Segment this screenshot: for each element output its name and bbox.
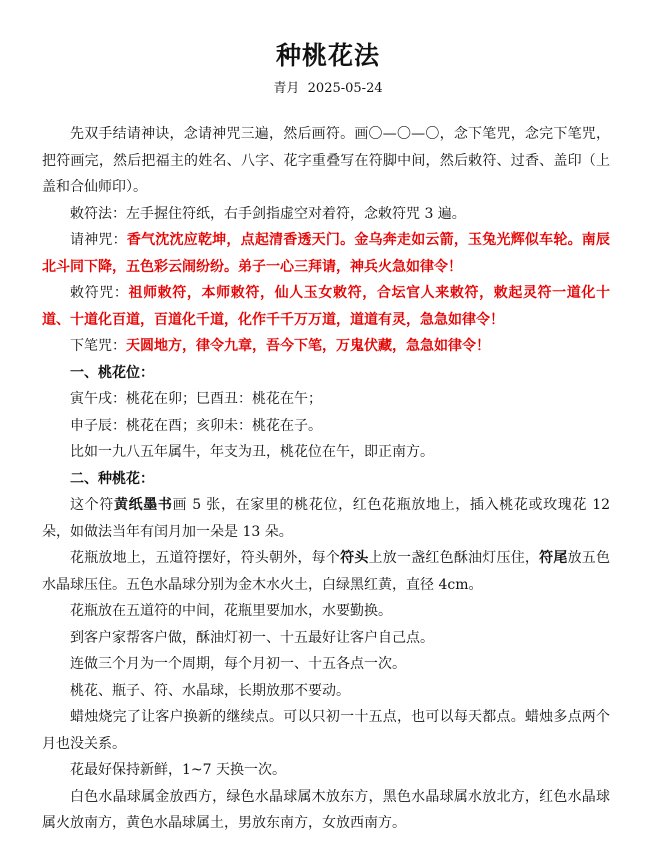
mantra-label: 请神咒： bbox=[70, 232, 127, 248]
text-run: 这个符 bbox=[70, 497, 114, 513]
paragraph-client-home: 到客户家帮客户做，酥油灯初一、十五最好让客户自己点。 bbox=[70, 629, 434, 646]
paragraph-position-2: 申子辰：桃花在酉；亥卯未：桃花在子。 bbox=[70, 417, 322, 434]
text-run: 上放一盏红色酥油灯压住， bbox=[368, 550, 540, 566]
paragraph-vase-water: 花瓶放在五道符的中间，花瓶里要加水，水要勤换。 bbox=[70, 603, 392, 619]
paragraph-chi-fu-mantra bbox=[42, 280, 610, 333]
paragraph-vase-arrangement bbox=[42, 545, 610, 598]
paragraph-fresh-flowers: 花最好保持新鲜，1~7 天换一次。 bbox=[70, 762, 286, 778]
section-heading-plant-peach: 二、种桃花： bbox=[70, 470, 154, 487]
text-run: 花瓶放地上，五道符摆好，符头朝外，每个 bbox=[70, 550, 341, 566]
paragraph-intro: 先双手结请神诀，念请神咒三遍，然后画符。画〇—〇—〇，念下笔咒，念完下笔咒，把符画完，然后把福主的姓名、八字、花字重叠写在符脚中间，然后敕符、过香、盖印（上盖和合仙师印）。 bbox=[42, 126, 610, 195]
paragraph-brush-mantra bbox=[42, 333, 610, 360]
paragraph-invocation-mantra bbox=[42, 227, 610, 280]
bold-run: 符尾 bbox=[539, 550, 568, 566]
paragraph-position-example: 比如一九八五年属牛，年支为丑，桃花位在午，即正南方。 bbox=[70, 444, 434, 460]
bold-run: 符头 bbox=[340, 550, 369, 566]
document-body bbox=[42, 121, 610, 837]
section-heading-peach-position: 一、桃花位： bbox=[70, 364, 154, 381]
mantra-label: 下笔咒： bbox=[70, 338, 126, 354]
mantra-text: 天圆地方，律令九章，吾今下笔，万鬼伏藏，急急如律令！ bbox=[126, 338, 490, 354]
mantra-label: 敕符咒： bbox=[70, 285, 129, 301]
mantra-text: 香气沈沈应乾坤，点起清香透天门。金乌奔走如云箭，玉兔光辉似车轮。南辰北斗同下降，五色彩云闹纷纷。弟子一心三拜请，神兵火急如律令！ bbox=[42, 232, 611, 275]
paragraph-chi-fu-method: 敕符法：左手握住符纸，右手剑指虚空对着符，念敕符咒 3 遍。 bbox=[70, 205, 466, 222]
paragraph-talisman-setup bbox=[42, 492, 610, 545]
text-run: 画 5 张，在家里的桃花位，红色花瓶放地上，插入桃花或玫瑰花 12 朵，如做法当年有闰月加一朵是 13 朵。 bbox=[42, 497, 611, 540]
paragraph-keep-still: 桃花、瓶子、符、水晶球，长期放那不要动。 bbox=[70, 682, 350, 699]
document-meta bbox=[0, 80, 656, 98]
mantra-text: 祖师敕符，本师敕符，仙人玉女敕符，合坛官人来敕符，敕起灵符一道化十道、十道化百道，百道化千道，化作千千万万道，道道有灵，急急如律令！ bbox=[42, 285, 611, 328]
bold-run: 黄纸墨书 bbox=[113, 497, 173, 513]
publish-date: 2025-05-24 bbox=[307, 81, 383, 96]
paragraph-cycle: 连做三个月为一个周期，每个月初一、十五各点一次。 bbox=[70, 656, 406, 672]
paragraph-position-1: 寅午戌：桃花在卯；巳酉丑：桃花在午； bbox=[70, 391, 322, 407]
paragraph-crystal-directions: 白色水晶球属金放西方，绿色水晶球属木放东方，黑色水晶球属水放北方，红色水晶球属火放南方，黄色水晶球属土，男放东南方，女放西南方。 bbox=[42, 788, 610, 831]
text-run: 放五色水晶球压住。五色水晶球分别为金木水火土，白绿黑红黄，直径 4cm。 bbox=[42, 550, 611, 593]
document-title: 种桃花法 bbox=[275, 41, 380, 70]
author: 青月 bbox=[273, 81, 300, 96]
paragraph-candles: 蜡烛烧完了让客户换新的继续点。可以只初一十五点，也可以每天都点。蜡烛多点两个月也没关系。 bbox=[42, 709, 610, 752]
